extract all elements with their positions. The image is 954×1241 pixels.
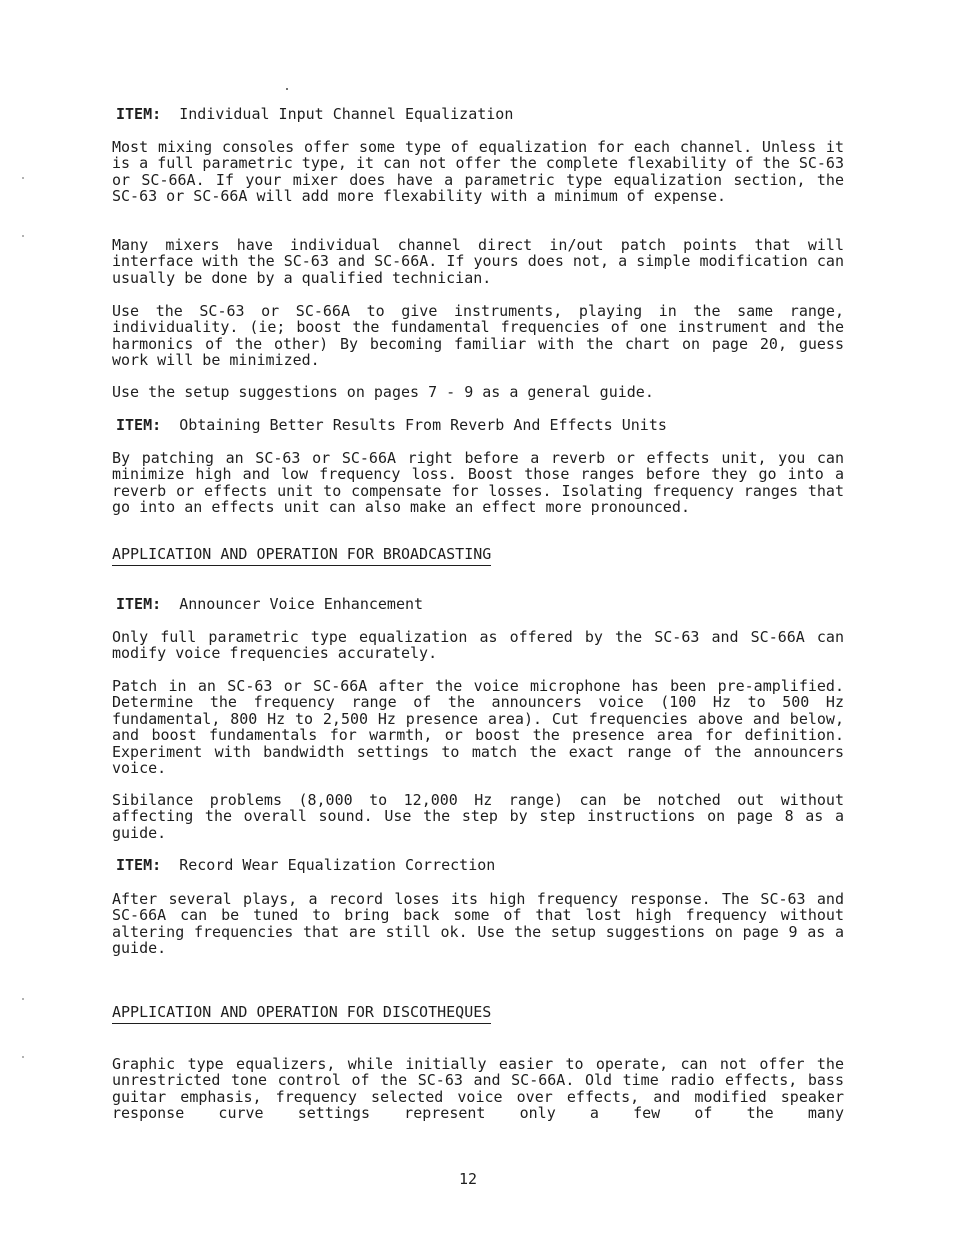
item-heading-announcer-voice <box>116 596 836 613</box>
item-title: Record Wear Equalization Correction <box>179 856 496 874</box>
section-heading-broadcasting: APPLICATION AND OPERATION FOR BROADCASTING <box>112 546 491 566</box>
paragraph-voice-patching: Patch in an SC-63 or SC-66A after the voice microphone has been pre-amplified. Determine the frequency range of the announcers voice (100 Hz to 500 Hz fundamental, 800 Hz to 2,500 Hz presence area). Cut frequencies above and below, and boost fundamentals for warmth, or boost the presence area for definition. Experiment with bandwidth settings to match the exact range of the announcers voice. <box>112 677 844 778</box>
item-heading-input-channel-eq <box>116 106 836 123</box>
scan-speck <box>22 1056 24 1058</box>
paragraph-reverb-patching: By patching an SC-63 or SC-66A right before a reverb or effects unit, you can minimize high and low frequency loss. Boost those ranges before they go into a reverb or effects unit to compensate for losses. Isolating frequency ranges that go into an effects unit can also make an effect more pronounced. <box>112 449 844 517</box>
item-heading-reverb-effects <box>116 417 836 434</box>
item-label: ITEM: <box>116 416 162 434</box>
scan-speck <box>22 998 24 1000</box>
item-label: ITEM: <box>116 856 162 874</box>
paragraph-record-wear: After several plays, a record loses its high frequency response. The SC-63 and SC-66A can be tuned to bring back some of that lost high frequency without altering frequencies that are still ok. Use the setup suggestions on page 9 as a guide. <box>112 890 844 958</box>
paragraph-sibilance: Sibilance problems (8,000 to 12,000 Hz range) can be notched out without affecting the overall sound. Use the step by step instructions on page 8 as a guide. <box>112 791 844 842</box>
item-label: ITEM: <box>116 105 162 123</box>
paragraph-direct-patch-points: Many mixers have individual channel direct in/out patch points that will interface with the SC-63 and SC-66A. If yours does not, a simple modification can usually be done by a qualified technician. <box>112 236 844 287</box>
item-title: Individual Input Channel Equalization <box>179 105 514 123</box>
paragraph-graphic-equalizers: Graphic type equalizers, while initially easier to operate, can not offer the unrestricted tone control of the SC-63 and SC-66A. Old time radio effects, bass guitar emphasis, frequency selected voice over effects, and modified speaker response curve settings represent only a few of the many <box>112 1055 844 1123</box>
paragraph-instrument-individuality: Use the SC-63 or SC-66A to give instruments, playing in the same range, individuality. (ie; boost the fundamental frequencies of one instrument and the harmonics of the other) By becoming familiar with the chart on page 20, guess work will be minimized. <box>112 302 844 370</box>
section-heading-discotheques: APPLICATION AND OPERATION FOR DISCOTHEQUES <box>112 1004 491 1024</box>
item-label: ITEM: <box>116 595 162 613</box>
item-heading-record-wear <box>116 857 836 874</box>
scan-speck <box>22 235 24 237</box>
item-title: Announcer Voice Enhancement <box>179 595 424 613</box>
page-number: 12 <box>459 1170 478 1188</box>
scan-speck <box>286 88 288 90</box>
paragraph-parametric-voice: Only full parametric type equalization as offered by the SC-63 and SC-66A can modify voice frequencies accurately. <box>112 628 844 663</box>
paragraph-mixing-consoles: Most mixing consoles offer some type of equalization for each channel. Unless it is a full parametric type, it can not offer the complete flexability of the SC-63 or SC-66A. If your mixer does have a parametric type equalization section, the SC-63 or SC-66A will add more flexability with a minimum of expense. <box>112 138 844 206</box>
item-title: Obtaining Better Results From Reverb And Effects Units <box>179 416 667 434</box>
scan-speck <box>22 177 24 179</box>
paragraph-setup-guide: Use the setup suggestions on pages 7 - 9 as a general guide. <box>112 383 654 401</box>
